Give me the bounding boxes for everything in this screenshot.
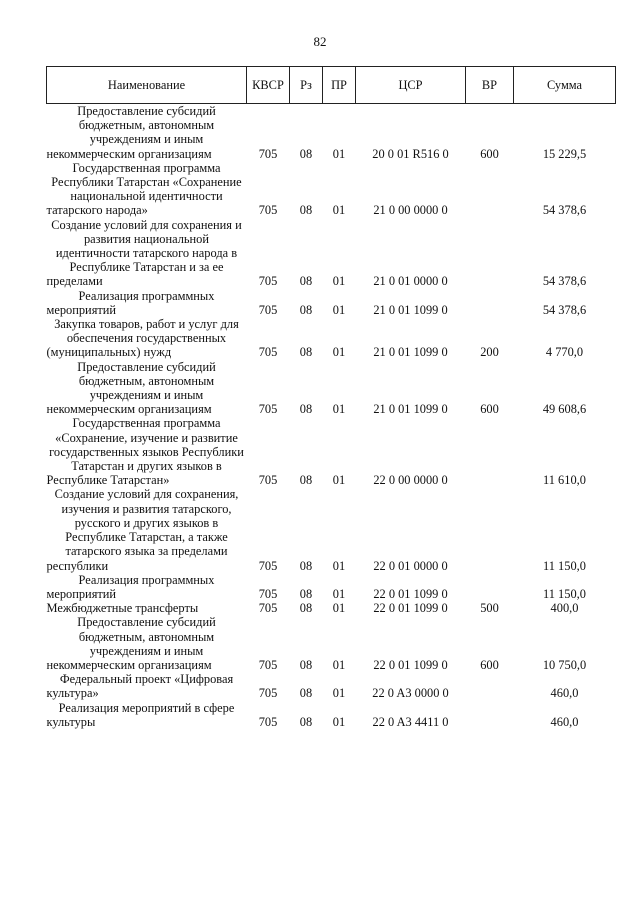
row-rz: 08 xyxy=(299,714,313,729)
row-sum: 400,0 xyxy=(550,601,579,616)
row-csr: 21 0 01 1099 0 xyxy=(373,402,448,417)
row-sum: 4 770,0 xyxy=(545,345,584,360)
table-row xyxy=(47,672,616,700)
row-pr: 01 xyxy=(332,714,346,729)
table-row xyxy=(47,104,616,161)
row-sum: 11 150,0 xyxy=(543,558,586,573)
row-kvsr: 705 xyxy=(258,657,278,672)
row-vr xyxy=(466,218,514,289)
row-kvsr: 705 xyxy=(258,558,278,573)
row-name: Межбюджетные трансферты xyxy=(46,601,199,616)
row-sum: 10 750,0 xyxy=(542,657,587,672)
row-kvsr: 705 xyxy=(258,274,278,289)
row-rz: 08 xyxy=(299,302,313,317)
row-kvsr: 705 xyxy=(258,345,278,360)
row-csr: 21 0 01 1099 0 xyxy=(373,302,448,317)
row-csr: 22 0 00 0000 0 xyxy=(373,473,448,488)
row-sum: 54 378,6 xyxy=(542,203,587,218)
row-rz: 08 xyxy=(299,657,313,672)
row-sum: 460,0 xyxy=(550,714,579,729)
header-sum: Сумма xyxy=(514,67,616,104)
table-row xyxy=(47,601,616,615)
row-csr: 21 0 00 0000 0 xyxy=(373,203,448,218)
table-row xyxy=(47,487,616,572)
row-sum: 54 378,6 xyxy=(542,302,587,317)
row-vr: 600 xyxy=(480,402,499,417)
row-name: Реализация программных мероприятий xyxy=(46,572,215,601)
table-row xyxy=(47,317,616,360)
row-sum: 49 608,6 xyxy=(542,402,587,417)
row-rz: 08 xyxy=(299,345,313,360)
row-pr: 01 xyxy=(332,686,346,701)
row-vr xyxy=(466,487,514,572)
row-vr: 600 xyxy=(480,657,499,672)
row-rz: 08 xyxy=(299,473,313,488)
row-rz: 08 xyxy=(299,601,313,616)
row-pr: 01 xyxy=(332,203,346,218)
row-sum: 15 229,5 xyxy=(542,146,587,161)
row-csr: 22 0 01 0000 0 xyxy=(373,558,448,573)
row-rz: 08 xyxy=(299,203,313,218)
table-row xyxy=(47,161,616,218)
row-pr: 01 xyxy=(332,274,346,289)
row-csr: 22 0 A3 0000 0 xyxy=(372,686,449,701)
header-rz: Рз xyxy=(290,67,323,104)
row-csr: 21 0 01 1099 0 xyxy=(373,345,448,360)
row-name: Предоставление субсидий бюджетным, автономным учреждениям и иным некоммерческим организациям xyxy=(46,615,216,672)
row-pr: 01 xyxy=(332,601,346,616)
row-pr: 01 xyxy=(332,558,346,573)
row-vr: 600 xyxy=(480,146,499,161)
page-number: 82 xyxy=(313,34,327,49)
row-sum: 460,0 xyxy=(550,686,579,701)
table-row xyxy=(47,615,616,672)
row-vr xyxy=(466,672,514,700)
row-kvsr: 705 xyxy=(258,203,278,218)
row-kvsr: 705 xyxy=(258,601,278,616)
row-vr xyxy=(466,161,514,218)
row-name: Реализация программных мероприятий xyxy=(46,288,215,317)
table-row xyxy=(47,701,616,729)
table-body xyxy=(47,104,616,729)
table-row xyxy=(47,218,616,289)
row-rz: 08 xyxy=(299,686,313,701)
row-csr: 22 0 01 1099 0 xyxy=(373,657,448,672)
row-csr: 20 0 01 R516 0 xyxy=(372,146,449,161)
table-row xyxy=(47,360,616,417)
header-kvsr: КВСР xyxy=(247,67,290,104)
row-vr xyxy=(466,416,514,487)
row-csr: 22 0 01 1099 0 xyxy=(373,601,448,616)
row-rz: 08 xyxy=(299,146,313,161)
row-kvsr: 705 xyxy=(258,402,278,417)
table-row xyxy=(47,416,616,487)
row-kvsr: 705 xyxy=(258,302,278,317)
row-pr: 01 xyxy=(332,473,346,488)
row-sum: 11 150,0 xyxy=(543,586,586,601)
row-name: Закупка товаров, работ и услуг для обеспечения государственных (муниципальных) нужд xyxy=(46,317,239,360)
row-name: Создание условий для сохранения, изучения и развития татарского, русского и других языков в Республике Татарстан, а также татарского языка за пределами республики xyxy=(46,487,239,573)
row-sum: 54 378,6 xyxy=(542,274,587,289)
row-name: Предоставление субсидий бюджетным, автономным учреждениям и иным некоммерческим организациям xyxy=(46,359,216,417)
row-pr: 01 xyxy=(332,657,346,672)
row-csr: 22 0 01 1099 0 xyxy=(373,586,448,601)
row-pr: 01 xyxy=(332,302,346,317)
header-name: Наименование xyxy=(47,67,247,104)
row-kvsr: 705 xyxy=(258,686,278,701)
row-vr: 200 xyxy=(480,345,499,360)
row-name: Государственная программа «Сохранение, изучение и развитие государственных языков Республики Татарстан и других языков в Республике Татарстан» xyxy=(46,416,244,488)
row-name: Предоставление субсидий бюджетным, автономным учреждениям и иным некоммерческим организациям xyxy=(46,104,216,161)
row-kvsr: 705 xyxy=(258,586,278,601)
row-vr: 500 xyxy=(480,601,499,616)
row-kvsr: 705 xyxy=(258,146,278,161)
row-vr xyxy=(466,289,514,317)
row-kvsr: 705 xyxy=(258,714,278,729)
row-rz: 08 xyxy=(299,274,313,289)
row-name: Создание условий для сохранения и развития национальной идентичности татарского народа в Республике Татарстан и за ее пределами xyxy=(46,217,242,289)
header-vr: ВР xyxy=(466,67,514,104)
table-header-row xyxy=(47,67,616,104)
header-csr: ЦСР xyxy=(356,67,466,104)
table-row xyxy=(47,289,616,317)
row-pr: 01 xyxy=(332,146,346,161)
row-csr: 22 0 A3 4411 0 xyxy=(372,714,449,729)
row-csr: 21 0 01 0000 0 xyxy=(373,274,448,289)
row-name: Государственная программа Республики Татарстан «Сохранение национальной идентичности татарского народа» xyxy=(46,160,242,218)
row-rz: 08 xyxy=(299,402,313,417)
header-pr: ПР xyxy=(323,67,356,104)
row-vr xyxy=(466,573,514,601)
table-row xyxy=(47,573,616,601)
row-rz: 08 xyxy=(299,586,313,601)
row-sum: 11 610,0 xyxy=(543,473,586,488)
row-vr xyxy=(466,701,514,729)
row-rz: 08 xyxy=(299,558,313,573)
row-name: Федеральный проект «Цифровая культура» xyxy=(46,672,234,701)
row-kvsr: 705 xyxy=(258,473,278,488)
budget-table xyxy=(46,66,616,729)
row-name: Реализация мероприятий в сфере культуры xyxy=(46,700,235,729)
row-pr: 01 xyxy=(332,586,346,601)
row-pr: 01 xyxy=(332,345,346,360)
row-pr: 01 xyxy=(332,402,346,417)
